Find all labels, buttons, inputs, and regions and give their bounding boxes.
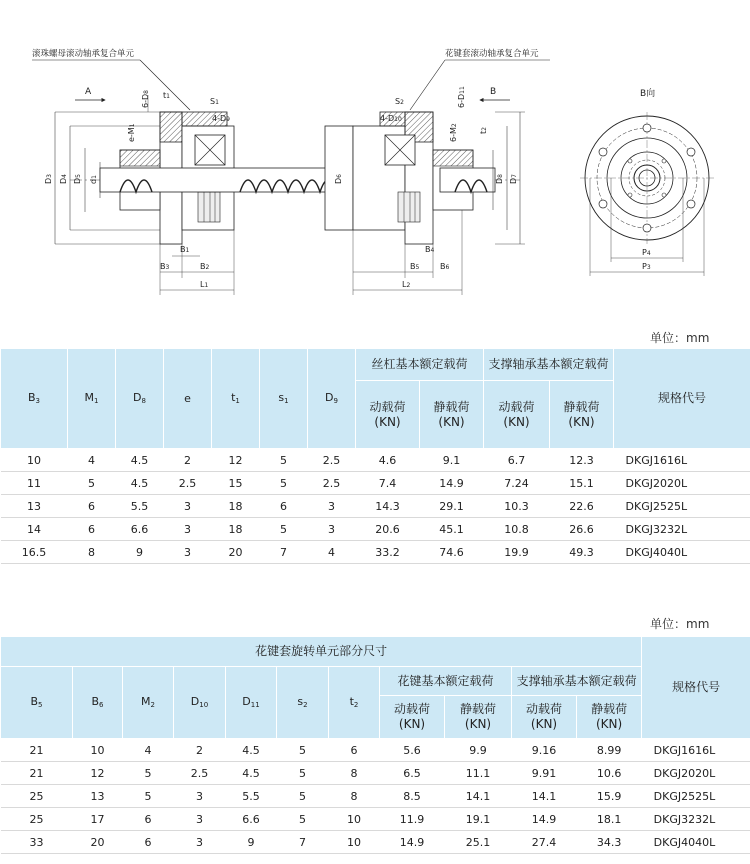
dim-d3: D3 (44, 174, 53, 184)
col2-bearing-dynamic: 动载荷 (KN) (512, 696, 577, 739)
table-cell: 14.9 (380, 831, 445, 854)
table-cell: 21 (1, 739, 73, 762)
group2-bearing-load: 支撑轴承基本额定载荷 (512, 667, 642, 696)
table-cell: 20.6 (356, 518, 420, 541)
table-cell: 4.5 (226, 739, 277, 762)
table-cell: 11 (1, 472, 68, 495)
table-cell: 4 (308, 541, 356, 564)
col-t1: $t_1$ (212, 349, 260, 449)
col2-spline-static: 静载荷 (KN) (445, 696, 512, 739)
spec-code-cell: DKGJ3232L (614, 518, 750, 541)
table-cell: 27.4 (512, 831, 577, 854)
table-row (1, 762, 750, 785)
spec-code-cell: DKGJ3232L (642, 808, 750, 831)
table-cell: 4.5 (116, 472, 164, 495)
table-cell: 16.5 (1, 541, 68, 564)
table-cell: 2 (174, 739, 226, 762)
table-cell: 3 (164, 541, 212, 564)
table-cell: 13 (1, 495, 68, 518)
table-row (1, 495, 750, 518)
table-cell: 5 (260, 518, 308, 541)
table-cell: 2 (164, 449, 212, 472)
col2-t2: $t_2$ (329, 667, 380, 739)
table-cell: 9 (226, 831, 277, 854)
table-cell: 6 (68, 495, 116, 518)
table-cell: 4 (68, 449, 116, 472)
col-b3: $B_3$ (1, 349, 68, 449)
dim-d5: D5 (73, 174, 82, 184)
table-cell: 8.5 (380, 785, 445, 808)
table-cell: 12 (73, 762, 123, 785)
table-cell: 6.7 (484, 449, 550, 472)
table1-unit: 单位：mm (650, 331, 710, 345)
table-row (1, 739, 750, 762)
col2-bearing-static: 静载荷 (KN) (577, 696, 642, 739)
col2-spec-code: 规格代号 (642, 637, 750, 739)
table-cell: 74.6 (420, 541, 484, 564)
dim-b6: B6 (440, 262, 450, 271)
table2-unit: 单位：mm (650, 617, 710, 631)
table-row (1, 808, 750, 831)
table-cell: 12 (212, 449, 260, 472)
table-cell: 5 (277, 808, 329, 831)
table-cell: 9.9 (445, 739, 512, 762)
table-cell: 6.5 (380, 762, 445, 785)
table-cell: 17 (73, 808, 123, 831)
table-cell: 26.6 (550, 518, 614, 541)
table-cell: 34.3 (577, 831, 642, 854)
view-b-label: B向 (640, 89, 656, 99)
table-cell: 15.1 (550, 472, 614, 495)
dim-6-m2: 6-M2 (449, 123, 458, 142)
table-cell: 21 (1, 762, 73, 785)
spec-table-1 (0, 348, 750, 564)
table-cell: 5 (123, 785, 174, 808)
table-cell: 2.5 (174, 762, 226, 785)
table-cell: 7 (277, 831, 329, 854)
table-cell: 25 (1, 808, 73, 831)
table-row (1, 449, 750, 472)
dim-d8: D8 (495, 174, 504, 184)
dim-p3: P3 (642, 262, 651, 271)
table-cell: 22.6 (550, 495, 614, 518)
spline-size-title: 花键套旋转单元部分尺寸 (1, 637, 642, 667)
table-cell: 8 (329, 785, 380, 808)
col2-b5: $B_5$ (1, 667, 73, 739)
label-spline-unit: 花键套滚动轴承复合单元 (445, 49, 539, 59)
col-bearing-static: 静载荷 (KN) (550, 381, 614, 449)
table-cell: 5 (277, 762, 329, 785)
col-m1: $M_1$ (68, 349, 116, 449)
table-cell: 4.5 (116, 449, 164, 472)
table-row (1, 785, 750, 808)
spec-code-cell: DKGJ2020L (642, 762, 750, 785)
table-cell: 5.5 (226, 785, 277, 808)
table-cell: 9.16 (512, 739, 577, 762)
table-row (1, 541, 750, 564)
group-spline-load: 花键基本额定载荷 (380, 667, 512, 696)
table-cell: 10 (329, 831, 380, 854)
table-cell: 7.4 (356, 472, 420, 495)
spec-code-cell: DKGJ2020L (614, 472, 750, 495)
arrow-b-label: B (490, 87, 497, 97)
table-cell: 3 (308, 518, 356, 541)
table-cell: 33 (1, 831, 73, 854)
table-cell: 3 (164, 518, 212, 541)
table-cell: 10 (329, 808, 380, 831)
table-cell: 3 (174, 785, 226, 808)
table-cell: 6.6 (226, 808, 277, 831)
table-cell: 5.6 (380, 739, 445, 762)
dim-d6: D6 (334, 174, 343, 184)
spec-code-cell: DKGJ1616L (614, 449, 750, 472)
table-cell: 7.24 (484, 472, 550, 495)
dim-d4: D4 (59, 174, 68, 184)
dim-4-d10: 4-D10 (380, 114, 402, 123)
dim-l1: L1 (200, 280, 209, 289)
dim-d1: d1 (89, 175, 98, 184)
table-cell: 8 (68, 541, 116, 564)
table-cell: 14 (1, 518, 68, 541)
spec-code-cell: DKGJ1616L (642, 739, 750, 762)
table-cell: 18 (212, 518, 260, 541)
table-cell: 5 (260, 449, 308, 472)
table-cell: 18 (212, 495, 260, 518)
spec-code-cell: DKGJ2525L (614, 495, 750, 518)
table-cell: 14.9 (512, 808, 577, 831)
table-cell: 3 (164, 495, 212, 518)
group-screw-load: 丝杠基本额定载荷 (356, 349, 484, 381)
table-cell: 10 (1, 449, 68, 472)
table-cell: 25.1 (445, 831, 512, 854)
dim-d7: D7 (509, 174, 518, 184)
table-cell: 5 (260, 472, 308, 495)
col2-m2: $M_2$ (123, 667, 174, 739)
table-cell: 25 (1, 785, 73, 808)
table-row (1, 831, 750, 854)
col-e: e (164, 349, 212, 449)
spec-code-cell: DKGJ4040L (614, 541, 750, 564)
table-cell: 12.3 (550, 449, 614, 472)
table-row (1, 518, 750, 541)
table-cell: 5 (277, 739, 329, 762)
table-cell: 18.1 (577, 808, 642, 831)
dim-b5: B5 (410, 262, 420, 271)
dim-6-d11: 6-D11 (457, 86, 466, 108)
table-cell: 45.1 (420, 518, 484, 541)
table-cell: 2.5 (164, 472, 212, 495)
dim-b2: B2 (200, 262, 210, 271)
table-cell: 33.2 (356, 541, 420, 564)
table-cell: 13 (73, 785, 123, 808)
spec-code-cell: DKGJ4040L (642, 831, 750, 854)
table-cell: 3 (174, 831, 226, 854)
table-cell: 20 (212, 541, 260, 564)
col-s1: $s_1$ (260, 349, 308, 449)
dim-b4: B4 (425, 245, 435, 254)
spec-code-cell: DKGJ2525L (642, 785, 750, 808)
dim-t2: t2 (479, 127, 488, 134)
label-ballscrew-unit: 滚珠螺母滚动轴承复合单元 (32, 49, 135, 59)
table-cell: 14.1 (512, 785, 577, 808)
dim-b1: B1 (180, 245, 190, 254)
arrow-a-label: A (85, 87, 92, 97)
table-cell: 3 (174, 808, 226, 831)
dim-s1: S1 (210, 97, 219, 106)
dim-t1: t1 (163, 91, 170, 100)
table-cell: 15.9 (577, 785, 642, 808)
col-screw-dynamic: 动载荷 (KN) (356, 381, 420, 449)
table-cell: 10 (73, 739, 123, 762)
spec-table-2 (0, 636, 750, 854)
table-cell: 19.1 (445, 808, 512, 831)
table-cell: 6 (123, 831, 174, 854)
table-cell: 5 (123, 762, 174, 785)
table-cell: 14.1 (445, 785, 512, 808)
col2-s2: $s_2$ (277, 667, 329, 739)
table-cell: 11.9 (380, 808, 445, 831)
col-bearing-dynamic: 动载荷 (KN) (484, 381, 550, 449)
dim-4-d9: 4-D9 (212, 114, 230, 123)
table-cell: 5 (68, 472, 116, 495)
table-cell: 29.1 (420, 495, 484, 518)
col-d8: $D_8$ (116, 349, 164, 449)
col-d9: $D_9$ (308, 349, 356, 449)
table-cell: 6 (260, 495, 308, 518)
table-cell: 6 (68, 518, 116, 541)
table-cell: 5.5 (116, 495, 164, 518)
col2-d11: $D_{11}$ (226, 667, 277, 739)
col2-d10: $D_{10}$ (174, 667, 226, 739)
dim-m1: e-M1 (127, 123, 136, 142)
table-cell: 6 (329, 739, 380, 762)
col2-spline-dynamic: 动载荷 (KN) (380, 696, 445, 739)
table-cell: 9 (116, 541, 164, 564)
table-cell: 6.6 (116, 518, 164, 541)
dim-s2: S2 (395, 97, 404, 106)
dim-p4: P4 (642, 248, 651, 257)
table-cell: 4.5 (226, 762, 277, 785)
table-cell: 8.99 (577, 739, 642, 762)
table-row (1, 472, 750, 495)
table-cell: 5 (277, 785, 329, 808)
dim-l2: L2 (402, 280, 411, 289)
col2-b6: $B_6$ (73, 667, 123, 739)
table-cell: 4.6 (356, 449, 420, 472)
table-cell: 2.5 (308, 472, 356, 495)
table-cell: 49.3 (550, 541, 614, 564)
table-cell: 20 (73, 831, 123, 854)
table-cell: 10.8 (484, 518, 550, 541)
table-cell: 10.3 (484, 495, 550, 518)
technical-drawing (0, 0, 750, 310)
table-cell: 9.1 (420, 449, 484, 472)
table-cell: 9.91 (512, 762, 577, 785)
dim-b3: B3 (160, 262, 170, 271)
table-cell: 8 (329, 762, 380, 785)
col-spec-code: 规格代号 (614, 349, 750, 449)
table-cell: 11.1 (445, 762, 512, 785)
dim-6-d8: 6-D8 (141, 90, 150, 108)
col-screw-static: 静载荷 (KN) (420, 381, 484, 449)
table-cell: 14.9 (420, 472, 484, 495)
group-bearing-load: 支撑轴承基本额定载荷 (484, 349, 614, 381)
table-cell: 6 (123, 808, 174, 831)
table-cell: 10.6 (577, 762, 642, 785)
table-cell: 19.9 (484, 541, 550, 564)
table-cell: 15 (212, 472, 260, 495)
table-cell: 4 (123, 739, 174, 762)
table-cell: 14.3 (356, 495, 420, 518)
table-cell: 2.5 (308, 449, 356, 472)
table-cell: 3 (308, 495, 356, 518)
table-cell: 7 (260, 541, 308, 564)
